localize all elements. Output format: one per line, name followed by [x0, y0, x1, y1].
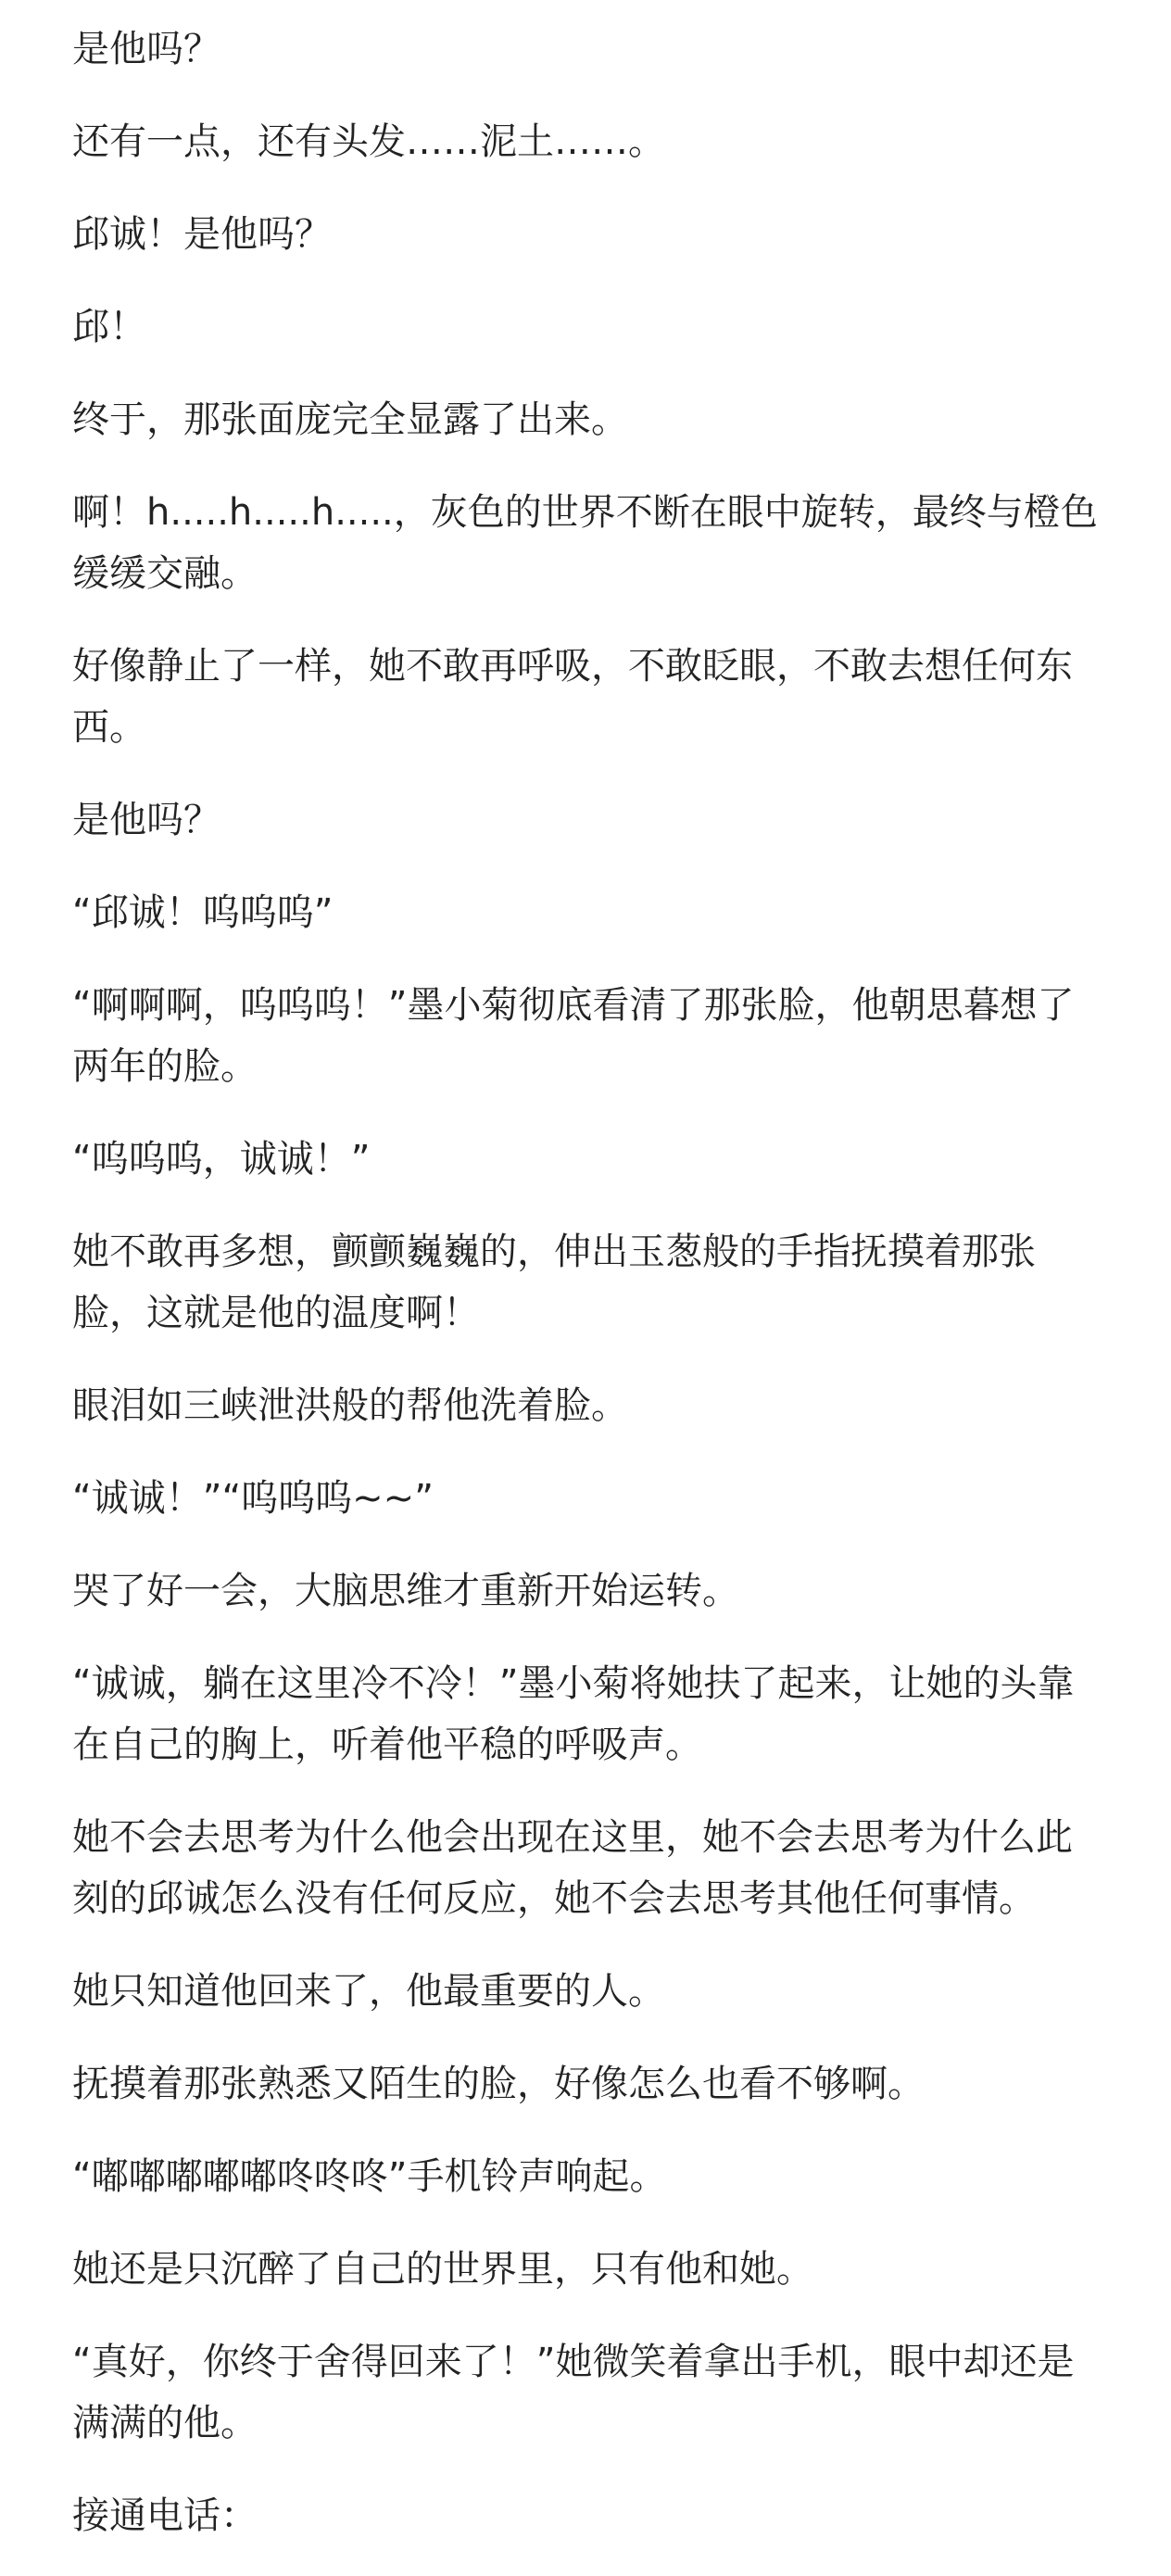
paragraph: “嘟嘟嘟嘟嘟咚咚咚”手机铃声响起。 — [72, 2155, 667, 2198]
paragraph: 邱诚！是他吗？ — [72, 213, 332, 256]
paragraph: 她不敢再多想，颤颤巍巍的，伸出玉葱般的手指抚摸着那张脸，这就是他的温度啊！ — [72, 1231, 1036, 1334]
paragraph: 哭了好一会，大脑思维才重新开始运转。 — [72, 1570, 739, 1612]
paragraph: 好像静止了一样，她不敢再呼吸，不敢眨眼，不敢去想任何东西。 — [72, 645, 1073, 749]
paragraph: 她不会去思考为什么他会出现在这里，她不会去思考为什么此刻的邱诚怎么没有任何反应，她不会去思考其他任何事情。 — [72, 1816, 1073, 1920]
paragraph: 邱！ — [72, 306, 146, 348]
paragraph: “邱诚！呜呜呜” — [72, 891, 334, 934]
paragraph: 抚摸着那张熟悉又陌生的脸，好像怎么也看不够啊。 — [72, 2063, 925, 2105]
paragraph: “真好，你终于舍得回来了！”她微笑着拿出手机，眼中却还是满满的他。 — [72, 2341, 1075, 2444]
paragraph: 终于，那张面庞完全显露了出来。 — [72, 398, 628, 441]
paragraph: 是他吗？ — [72, 28, 220, 70]
paragraph: 她只知道他回来了，他最重要的人。 — [72, 1970, 665, 2013]
paragraph: 她还是只沉醉了自己的世界里，只有他和她。 — [72, 2248, 813, 2291]
paragraph: “诚诚，躺在这里冷不冷！”墨小菊将她扶了起来，让她的头靠在自己的胸上，听着他平稳的呼吸声。 — [72, 1662, 1075, 1766]
paragraph: “诚诚！”“呜呜呜~~” — [72, 1477, 434, 1520]
paragraph: “呜呜呜，诚诚！” — [72, 1138, 371, 1181]
paragraph: “啊啊啊，呜呜呜！”墨小菊彻底看清了那张脸，他朝思暮想了两年的脸。 — [72, 984, 1075, 1088]
paragraph: 接通电话： — [72, 2494, 258, 2537]
paragraph: 是他吗？ — [72, 799, 220, 841]
paragraph: 眼泪如三峡泄洪般的帮他洗着脸。 — [72, 1384, 628, 1427]
paragraph: 还有一点，还有头发……泥土……。 — [72, 120, 665, 163]
paragraph: 啊！h.....h.....h.....，灰色的世界不断在眼中旋转，最终与橙色缓缓交融。 — [72, 491, 1098, 595]
